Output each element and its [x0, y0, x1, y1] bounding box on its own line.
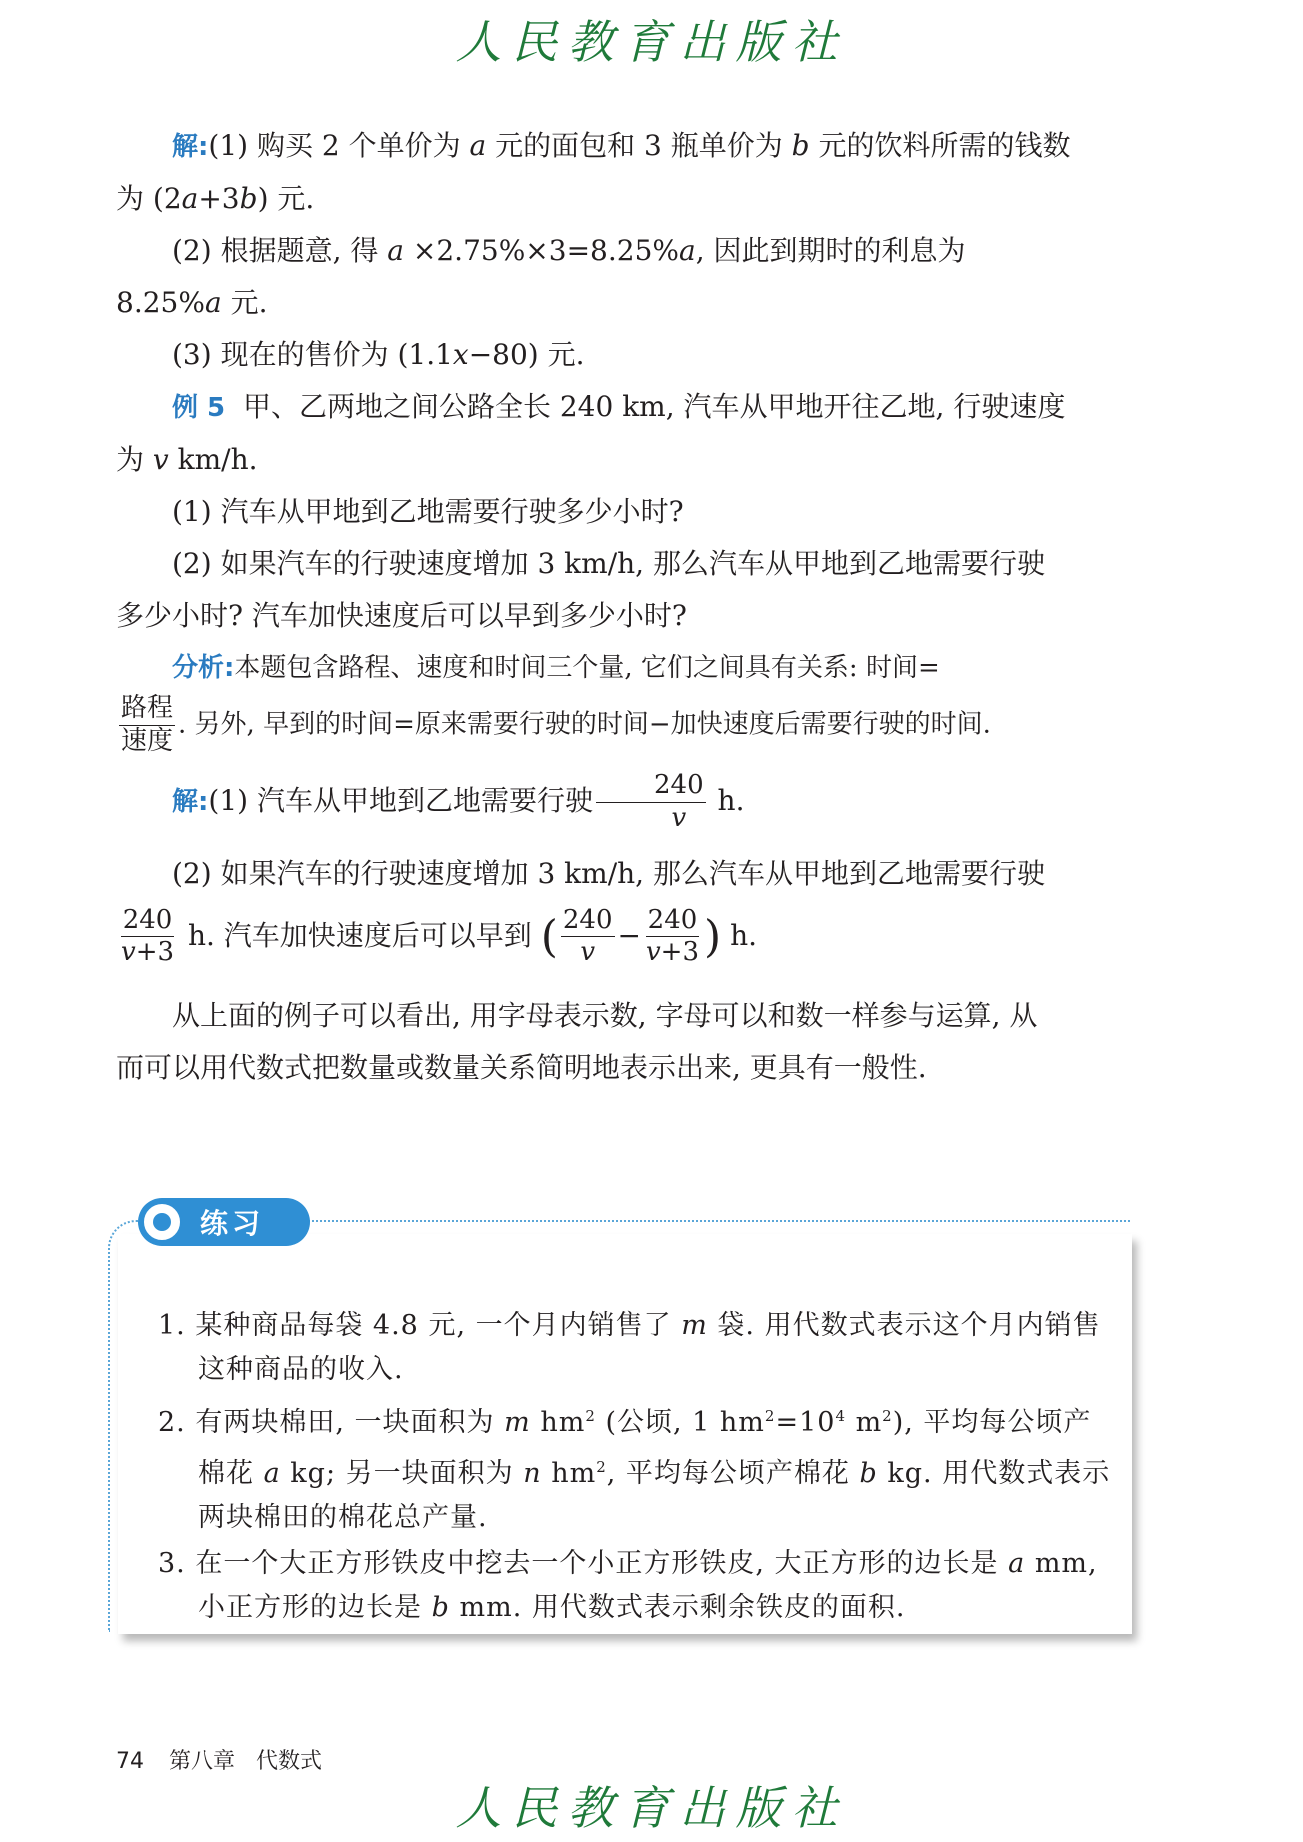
analysis-line-1: 分析:本题包含路程、速度和时间三个量, 它们之间具有关系: 时间=	[172, 653, 940, 683]
publisher-watermark-bottom: 人民教育出版社	[455, 1781, 848, 1835]
solution-1-line-1-cont: 为 (2a+3b) 元.	[116, 182, 315, 215]
solution-1-line-2-cont: 8.25%a 元.	[116, 286, 268, 319]
exercise-item-3: 3. 在一个大正方形铁皮中挖去一个小正方形铁皮, 大正方形的边长是 a mm, 小正方形的边长是 b mm. 用代数式表示剩余铁皮的面积.	[158, 1548, 1098, 1623]
fraction-240-over-v: $\frac{240}{v}$	[562, 904, 613, 968]
summary-line-2: 而可以用代数式把数量或数量关系简明地表示出来, 更具有一般性.	[116, 1051, 927, 1085]
solution-1-line-1: 解:(1) 购买 2 个单价为 a 元的面包和 3 瓶单价为 b 元的饮料所需的钱数	[172, 129, 1071, 162]
page-number: 74	[116, 1749, 144, 1774]
solution-1-line-3: (3) 现在的售价为 (1.1x−80) 元.	[172, 338, 585, 371]
solution-2-line-1: 解:(1) 汽车从甲地到乙地需要行驶 $\frac{240}{v}$ h.	[172, 769, 745, 833]
solution-label: 解:	[172, 786, 209, 817]
example-5-statement: 例 5 甲、乙两地之间公路全长 240 km, 汽车从甲地开往乙地, 行驶速度	[172, 390, 1066, 423]
exercise-section	[108, 1198, 1140, 1648]
solution-1-line-2: (2) 根据题意, 得 a ×2.75%×3=8.25%a, 因此到期时的利息为	[172, 234, 966, 267]
analysis-line-2: $\frac{\text{路程}}{\text{速度}}$ . 另外, 早到的时间=原来需要行驶的时间−加快速度后需要行驶的时间.	[121, 693, 991, 756]
exercise-title: 练习	[200, 1207, 265, 1240]
solution-2-line-2: (2) 如果汽车的行驶速度增加 3 km/h, 那么汽车从甲地到乙地需要行驶	[172, 856, 1045, 890]
exercise-badge-icon	[142, 1202, 182, 1242]
section-label: 代数式	[256, 1749, 323, 1774]
page-body	[116, 120, 1138, 1094]
summary-line-1: 从上面的例子可以看出, 用字母表示数, 字母可以和数一样参与运算, 从	[172, 999, 1038, 1033]
example-5-question-1: (1) 汽车从甲地到乙地需要行驶多少小时?	[172, 495, 684, 528]
exercise-item-2: 2. 有两块棉田, 一块面积为 m $hm^2$ (公顷, 1 $hm^2=10^4$ $m^2$), 平均每公顷产棉花 a kg; 另一块面积为 n $hm^2$, 平均每公顷产棉花 b kg. 用代数式表示两块棉田的棉花总产量.	[158, 1407, 1111, 1533]
fraction-distance-over-speed: $\frac{\text{路程}}{\text{速度}}$	[121, 693, 174, 756]
exercise-tab	[138, 1198, 310, 1246]
solution-2-line-3: $\frac{240}{v+3}$ h. 汽车加快速度后可以早到 ( $\frac{240}{v}$ − $\frac{240}{v+3}$ ) h.	[121, 904, 758, 968]
fraction-240-over-v-plus-3: $\frac{240}{v+3}$	[121, 904, 175, 968]
example-label: 例 5	[172, 393, 226, 423]
solution-label: 解:	[172, 132, 209, 162]
example-5-question-2-cont: 多少小时? 汽车加快速度后可以早到多少小时?	[116, 599, 687, 632]
fraction-240-over-v: $\frac{240}{v}$	[596, 771, 706, 834]
page-footer	[116, 1744, 322, 1775]
fraction-240-over-v-plus-3: $\frac{240}{v+3}$	[645, 904, 699, 968]
analysis-label: 分析:	[172, 653, 235, 683]
exercise-list	[158, 1304, 1118, 1632]
chapter-label: 第八章	[169, 1749, 236, 1774]
exercise-box	[118, 1234, 1132, 1634]
exercise-item-1: 1. 某种商品每袋 4.8 元, 一个月内销售了 m 袋. 用代数式表示这个月内销售这种商品的收入.	[158, 1310, 1101, 1385]
example-5-statement-cont: 为 v km/h.	[116, 443, 258, 476]
publisher-watermark-top: 人民教育出版社	[455, 15, 848, 69]
example-5-question-2: (2) 如果汽车的行驶速度增加 3 km/h, 那么汽车从甲地到乙地需要行驶	[172, 547, 1045, 580]
